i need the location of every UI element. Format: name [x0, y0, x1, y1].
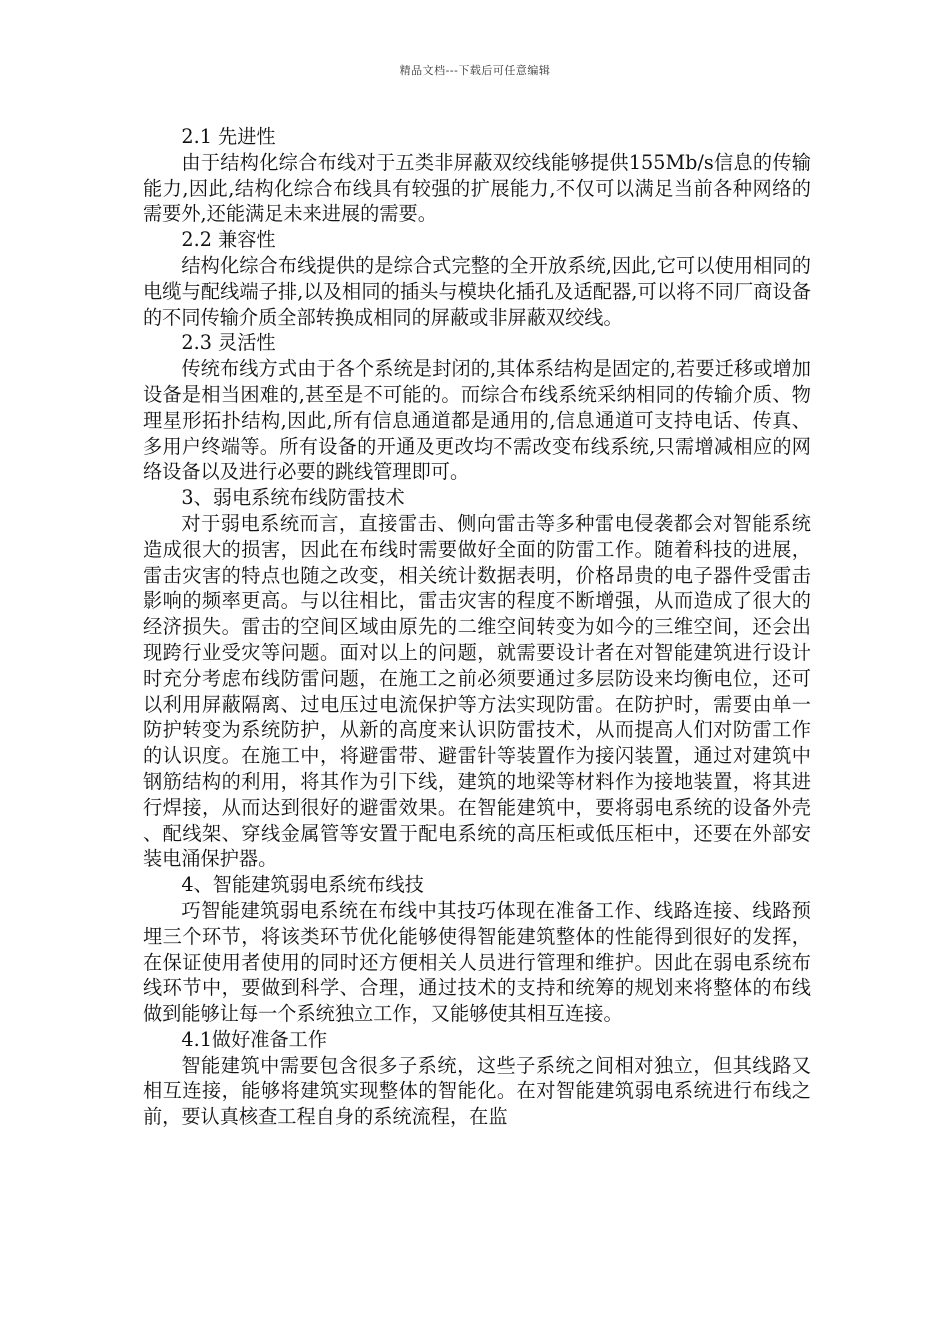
page-header: 精品文档---下载后可任意编辑 [399, 64, 551, 77]
section-heading-3: 3、弱电系统布线防雷技术 [181, 486, 405, 510]
paragraph-wiring-techniques: 巧智能建筑弱电系统在布线中其技巧体现在准备工作、线路连接、线路预埋三个环节，将该类环节优化能够使得智能建筑整体的性能得到很好的发挥，在保证使用者使用的同时还方便相关人员进行管理和维护。因此在弱电系统布线环节中，要做到科学、合理，通过技术的支持和统筹的规划来将整体的布线做到能够让每一个系统独立工作，又能够使其相互连接。 [143, 898, 811, 1026]
paragraph-preparation: 智能建筑中需要包含很多子系统，这些子系统之间相对独立，但其线路又相互连接，能够将建筑实现整体的智能化。在对智能建筑弱电系统进行布线之前，要认真核查工程自身的系统流程，在监 [143, 1053, 811, 1129]
paragraph-compatibility: 结构化综合布线提供的是综合式完整的全开放系统,因此,它可以使用相同的电缆与配线端子排,以及相同的插头与模块化插孔及适配器,可以将不同厂商设备的不同传输介质全部转换成相同的屏蔽或非屏蔽双绞线。 [143, 253, 811, 329]
section-heading-2-1: 2.1 先进性 [181, 125, 276, 148]
section-heading-4-1: 4.1做好准备工作 [181, 1027, 328, 1051]
paragraph-lightning-protection: 对于弱电系统而言，直接雷击、侧向雷击等多种雷电侵袭都会对智能系统造成很大的损害，因此在布线时需要做好全面的防雷工作。随着科技的进展，雷击灾害的特点也随之改变，相关统计数据表明，价格昂贵的电子器件受雷击影响的频率更高。与以往相比，雷击灾害的程度不断增强，从而造成了很大的经济损失。雷击的空间区域由原先的二维空间转变为如今的三维空间，还会出现跨行业受灾等问题。面对以上的问题，就需要设计者在对智能建筑进行设计时充分考虑布线防雷问题，在施工之前必须要通过多层防设来均衡电位，还可以利用屏蔽隔离、过电压过电流保护等方法实现防雷。在防护时，需要由单一防护转变为系统防护，从新的高度来认识防雷技术，从而提高人们对防雷工作的认识度。在施工中，将避雷带、避雷针等装置作为接闪装置，通过对建筑中钢筋结构的利用，将其作为引下线，建筑的地梁等材料作为接地装置，将其进行焊接，从而达到很好的避雷效果。在智能建筑中，要将弱电系统的设备外壳、配线架、穿线金属管等安置于配电系统的高压柜或低压柜中，还要在外部安装电涌保护器。 [143, 511, 811, 871]
section-heading-2-2: 2.2 兼容性 [181, 228, 276, 252]
document-body [143, 124, 811, 1130]
paragraph-flexibility: 传统布线方式由于各个系统是封闭的,其体系结构是固定的,若要迁移或增加设备是相当困难的,甚至是不可能的。而综合布线系统采纳相同的传输介质、物理星形拓扑结构,因此,所有信息通道都是通用的,信息通道可支持电话、传真、多用户终端等。所有设备的开通及更改均不需改变布线系统,只需增减相应的网络设备以及进行必要的跳线管理即可。 [143, 357, 811, 484]
paragraph-advanced: 由于结构化综合布线对于五类非屏蔽双绞线能够提供155Mb/s信息的传输能力,因此,结构化综合布线具有较强的扩展能力,不仅可以满足当前各种网络的需要外,还能满足未来进展的需要。 [143, 150, 811, 226]
section-heading-4: 4、智能建筑弱电系统布线技 [181, 873, 424, 897]
section-heading-2-3: 2.3 灵活性 [181, 331, 276, 355]
